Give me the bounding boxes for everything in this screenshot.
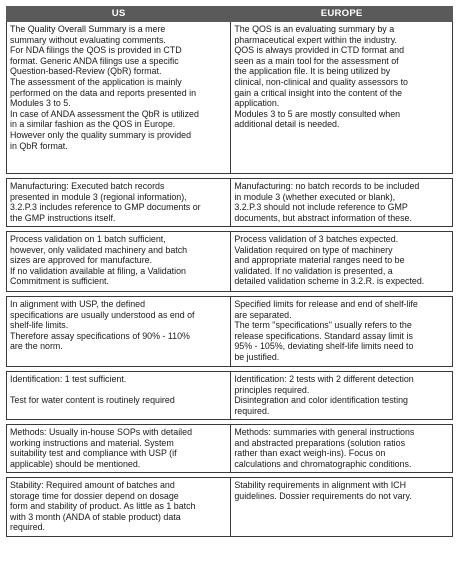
cell-text-line: Methods: summaries with general instructions	[234, 427, 415, 437]
cell-text-line: Modules 3 to 5.	[10, 98, 71, 109]
cell-text-line: Validation required on type of machinery	[234, 244, 393, 255]
column-header-europe: EUROPE	[231, 7, 453, 22]
cell-text-line: Process validation of 3 batches expected.	[234, 234, 399, 244]
cell-text-line: guidelines. Dossier requirements do not vary.	[234, 490, 412, 501]
cell-text-line: sizes are approved for manufacture.	[10, 255, 153, 266]
cell-text-line: Identification: 2 tests with 2 different detection	[234, 374, 414, 384]
cell-text-line: application.	[234, 98, 280, 109]
cell-text-line: Specified limits for release and end of shelf-life	[234, 299, 418, 309]
cell-text-line: rather than exact weigh-ins). Focus on	[234, 448, 386, 459]
cell-text-line: working instructions and material. System	[10, 437, 174, 448]
cell-text-line: Identification: 1 test sufficient.	[10, 374, 127, 384]
cell-text-line: however, only validated machinery and batch	[10, 244, 188, 255]
cell-text-line: in a similar fashion as the QOS in Europe.	[10, 119, 176, 130]
table-row-stability	[7, 478, 453, 537]
table-row-process-validation	[7, 232, 453, 292]
cell-text-line: summary without evaluating comments.	[10, 34, 166, 45]
cell-text-line: For NDA filings the QOS is provided in CTD	[10, 45, 182, 56]
cell-text-line: The Quality Overall Summary is a mere	[10, 24, 166, 34]
cell-text-line: 3.2.P.3 includes reference to GMP documents or	[10, 202, 201, 213]
cell-text-line: In case of ANDA assessment the QbR is utilized	[10, 108, 199, 119]
cell-text-line: Commitment is sufficient.	[10, 276, 109, 287]
cell-text-line: Methods: Usually in-house SOPs with detailed	[10, 427, 193, 437]
cell-text-line: and appropriate material ranges need to be	[234, 255, 405, 266]
us-cell	[7, 22, 231, 174]
cell-text-line: storage time for dossier depend on dosage	[10, 490, 179, 501]
cell-text-line: Stability: Required amount of batches and	[10, 480, 175, 490]
cell-text-line: with 3 month (ANDA of stable product) data	[10, 511, 181, 522]
cell-text-line: Therefore assay specifications of 90% - 110%	[10, 330, 190, 341]
column-header-us: US	[7, 7, 231, 22]
cell-text-line: The term "specifications" usually refers to the	[234, 320, 412, 331]
cell-text-line: and abstracted preparations (solution ratios	[234, 437, 406, 448]
cell-text-line: Stability requirements in alignment with ICH	[234, 480, 406, 490]
europe-cell	[231, 372, 453, 420]
cell-text-line: applicable) should be mentioned.	[10, 458, 141, 469]
table-row-identification	[7, 372, 453, 420]
table-body	[7, 22, 453, 537]
cell-text-line	[10, 385, 227, 396]
cell-text-line: principles required.	[234, 384, 310, 395]
cell-text-line: If no validation available at filing, a Validation	[10, 265, 186, 276]
cell-text-line: QOS is always provided in CTD format and	[234, 45, 405, 56]
cell-text-line: gain a critical insight into the content of the	[234, 87, 403, 98]
cell-text-line: format. Generic ANDA filings use a specific	[10, 55, 179, 66]
cell-text-line: Question-based-Review (QbR) format.	[10, 66, 162, 77]
cell-text-line: The assessment of the application is mainly	[10, 76, 182, 87]
cell-text-line: 95% - 105%, deviating shelf-life limits need to	[234, 341, 414, 352]
cell-text-line: Disintegration and color identification testing	[234, 395, 408, 406]
cell-text-line: in QbR format.	[10, 140, 68, 151]
cell-text-line: validated. If no validation is presented, a	[234, 265, 393, 276]
cell-text-line: be justified.	[234, 351, 280, 362]
table-row-qos-summary	[7, 22, 453, 174]
us-cell	[7, 297, 231, 367]
cell-text-line: form and stability of product. As little as 1 batch	[10, 501, 196, 512]
europe-cell	[231, 425, 453, 473]
table-row-manufacturing	[7, 179, 453, 227]
us-cell	[7, 372, 231, 420]
cell-text-line: specifications are usually understood as end of	[10, 309, 195, 320]
cell-text-line: are the norm.	[10, 341, 63, 352]
us-cell	[7, 425, 231, 473]
cell-text-line: additional detail is needed.	[234, 119, 340, 130]
us-cell	[7, 232, 231, 292]
cell-text-line: in module 3 (whether executed or blank),	[234, 191, 396, 202]
cell-text-line: presented in module 3 (regional information),	[10, 191, 187, 202]
cell-text-line: detailed validation scheme in 3.2.R. is expected.	[234, 276, 425, 287]
europe-cell	[231, 297, 453, 367]
cell-text-line: Manufacturing: Executed batch records	[10, 181, 165, 191]
us-cell	[7, 478, 231, 537]
cell-text-line: required.	[10, 522, 46, 533]
cell-text-line: In alignment with USP, the defined	[10, 299, 146, 309]
cell-text-line: calculations and chromatographic conditions.	[234, 458, 412, 469]
cell-text-line: performed on the data and reports presented in	[10, 87, 197, 98]
cell-text-line: clinical, non-clinical and quality assessors to	[234, 76, 408, 87]
cell-text-line: pharmaceutical expert within the industry.	[234, 34, 397, 45]
cell-text-line: release specifications. Standard assay limit is	[234, 330, 413, 341]
cell-text-line: shelf-life limits.	[10, 320, 69, 331]
table-row-specifications	[7, 297, 453, 367]
cell-text-line: Process validation on 1 batch sufficient,	[10, 234, 166, 244]
europe-cell	[231, 232, 453, 292]
cell-text-line: the GMP instructions itself.	[10, 212, 116, 223]
cell-text-line: are separated.	[234, 309, 292, 320]
cell-text-line: required.	[234, 405, 270, 416]
cell-text-line: 3.2.P.3 should not include reference to GMP	[234, 202, 408, 213]
cell-text-line: the application file. It is being utilized by	[234, 66, 391, 77]
cell-text-line: Manufacturing: no batch records to be included	[234, 181, 420, 191]
europe-cell	[231, 478, 453, 537]
cell-text-line: suitability test and compliance with USP (if	[10, 448, 177, 459]
europe-cell	[231, 179, 453, 227]
cell-text-line: documents, but abstract information of these.	[234, 212, 412, 223]
europe-cell	[231, 22, 453, 174]
cell-text-line: The QOS is an evaluating summary by a	[234, 24, 395, 34]
cell-text-line: Modules 3 to 5 are mostly consulted when	[234, 108, 401, 119]
header-row	[7, 7, 453, 22]
cell-text-line: seen as a main tool for the assessment of	[234, 55, 399, 66]
cell-text-line: However only the quality summary is provided	[10, 129, 192, 140]
us-cell	[7, 179, 231, 227]
us-europe-comparison-table	[6, 6, 453, 537]
cell-text-line: Test for water content is routinely required	[10, 395, 175, 406]
table-row-methods	[7, 425, 453, 473]
